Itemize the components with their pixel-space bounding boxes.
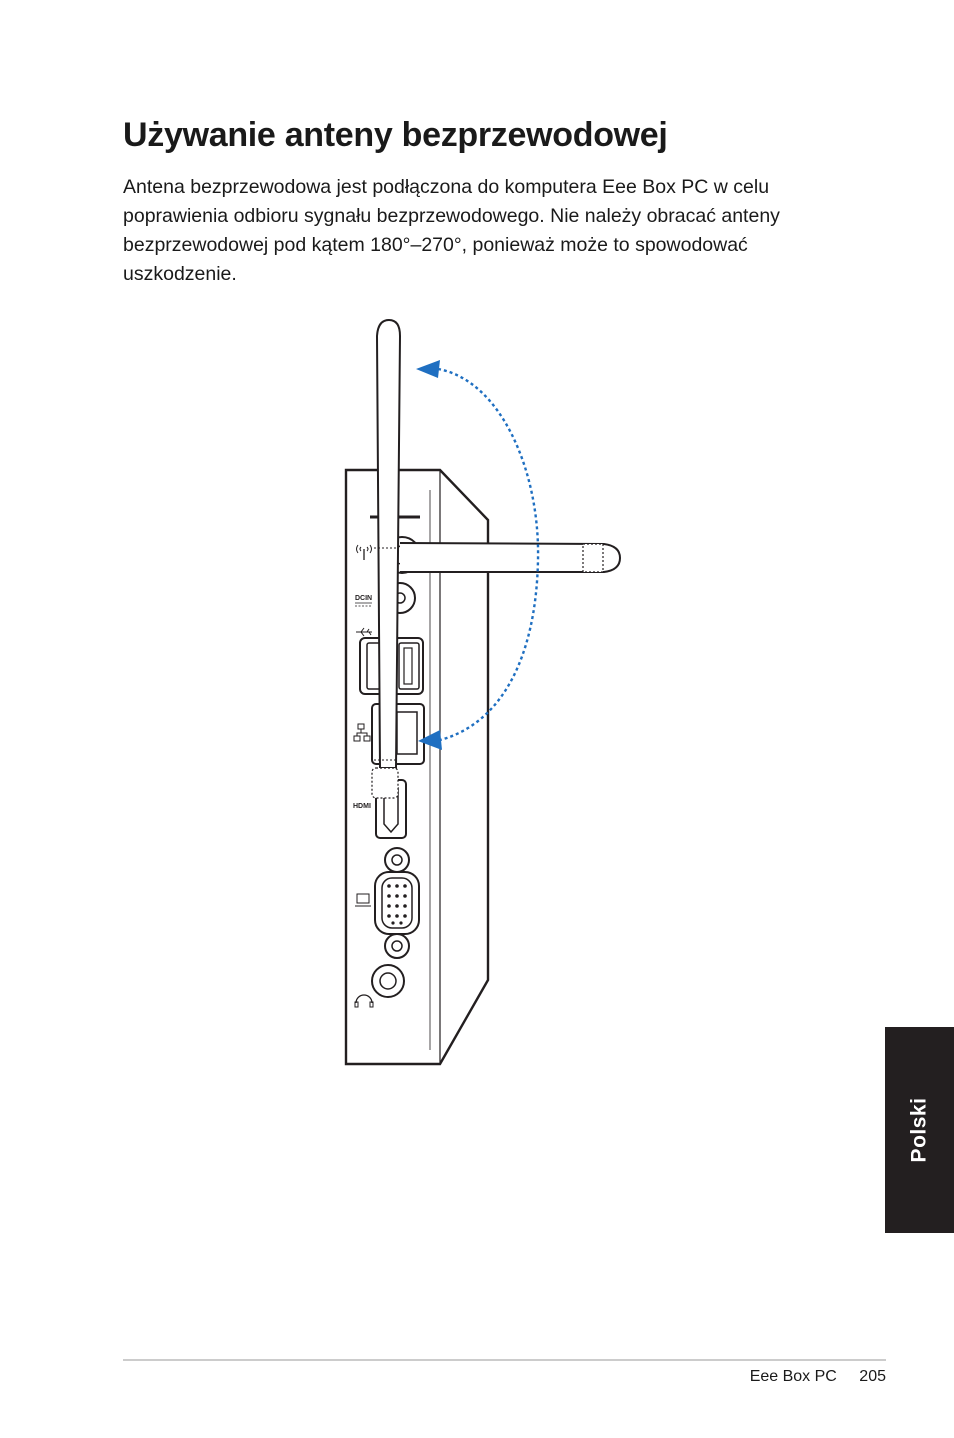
footer-divider bbox=[123, 1359, 886, 1361]
body-paragraph: Antena bezprzewodowa jest podłączona do komputera Eee Box PC w celu poprawienia odbioru sygnału bezprzewodowego. Nie należy obracać anteny bezprzewodowej pod kątem 180°–270°, ponieważ może to spowodować uszkodzenie. bbox=[123, 176, 780, 285]
hdmi-label: HDMI bbox=[353, 803, 371, 810]
language-tab bbox=[885, 1027, 954, 1233]
lan-icon bbox=[354, 724, 370, 741]
page-number: 205 bbox=[859, 1368, 886, 1385]
headphone-icon bbox=[355, 995, 373, 1007]
vga-port bbox=[375, 848, 419, 958]
antenna-rotation-illustration bbox=[340, 312, 640, 1072]
wireless-icon bbox=[357, 545, 372, 560]
dc-in-label: DCIN bbox=[355, 595, 373, 602]
footer-product: Eee Box PC bbox=[749, 1368, 837, 1385]
language-tab-label: Polski bbox=[907, 1097, 931, 1163]
monitor-icon bbox=[355, 894, 371, 906]
antenna-horizontal-position bbox=[400, 543, 620, 572]
page-footer bbox=[750, 1368, 886, 1386]
usb-icon bbox=[356, 628, 372, 636]
page-title: Używanie anteny bezprzewodowej bbox=[123, 116, 668, 154]
antenna-vertical-position bbox=[372, 320, 400, 798]
headphone-jack bbox=[372, 965, 404, 997]
